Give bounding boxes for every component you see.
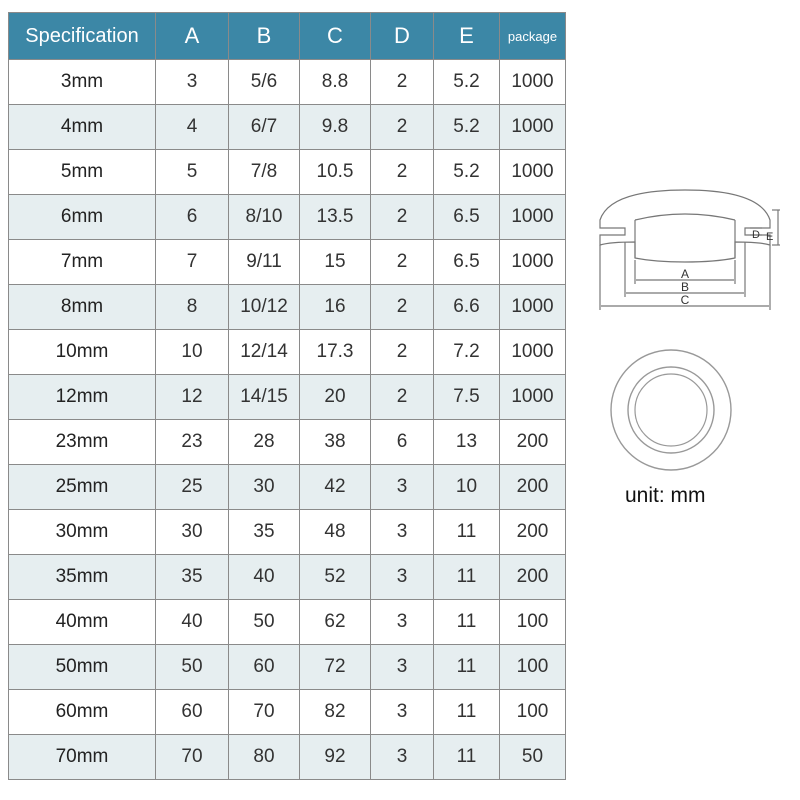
cell-package: 50: [500, 735, 566, 780]
cell-c: 9.8: [300, 105, 371, 150]
cell-c: 82: [300, 690, 371, 735]
cell-b: 7/8: [229, 150, 300, 195]
cell-spec: 7mm: [9, 240, 156, 285]
cell-spec: 3mm: [9, 60, 156, 105]
cell-spec: 30mm: [9, 510, 156, 555]
table-row: [9, 465, 566, 510]
cell-package: 200: [500, 555, 566, 600]
cell-package: 100: [500, 690, 566, 735]
cell-e: 11: [434, 510, 500, 555]
cell-c: 20: [300, 375, 371, 420]
cell-package: 1000: [500, 375, 566, 420]
cell-e: 5.2: [434, 60, 500, 105]
header-a: A: [156, 13, 229, 60]
cell-package: 200: [500, 420, 566, 465]
table-row: [9, 420, 566, 465]
cell-package: 1000: [500, 240, 566, 285]
cell-e: 7.2: [434, 330, 500, 375]
cell-d: 6: [371, 420, 434, 465]
dim-label-e: E: [766, 231, 774, 243]
cell-b: 50: [229, 600, 300, 645]
cell-b: 30: [229, 465, 300, 510]
cell-d: 2: [371, 195, 434, 240]
table-row: [9, 375, 566, 420]
cell-spec: 10mm: [9, 330, 156, 375]
table-row: [9, 510, 566, 555]
cell-a: 4: [156, 105, 229, 150]
cell-d: 3: [371, 510, 434, 555]
cell-e: 11: [434, 645, 500, 690]
cell-b: 70: [229, 690, 300, 735]
dim-label-a: A: [680, 267, 690, 281]
cell-package: 1000: [500, 285, 566, 330]
cell-a: 35: [156, 555, 229, 600]
cell-a: 60: [156, 690, 229, 735]
cell-d: 2: [371, 240, 434, 285]
header-c: C: [300, 13, 371, 60]
cell-a: 70: [156, 735, 229, 780]
header-package: package: [500, 13, 566, 60]
unit-label: unit: mm: [625, 484, 706, 507]
cell-a: 23: [156, 420, 229, 465]
cell-b: 60: [229, 645, 300, 690]
cell-e: 10: [434, 465, 500, 510]
cell-c: 13.5: [300, 195, 371, 240]
cell-spec: 23mm: [9, 420, 156, 465]
grommet-top-view-diagram: [606, 345, 736, 475]
cell-a: 25: [156, 465, 229, 510]
cell-package: 1000: [500, 195, 566, 240]
cell-e: 7.5: [434, 375, 500, 420]
cell-b: 6/7: [229, 105, 300, 150]
cell-d: 2: [371, 375, 434, 420]
table-row: [9, 555, 566, 600]
cell-c: 17.3: [300, 330, 371, 375]
cell-package: 1000: [500, 330, 566, 375]
cell-d: 2: [371, 60, 434, 105]
cell-b: 28: [229, 420, 300, 465]
dim-label-b: B: [680, 280, 690, 294]
cell-spec: 6mm: [9, 195, 156, 240]
cell-d: 2: [371, 105, 434, 150]
cell-a: 12: [156, 375, 229, 420]
cell-c: 72: [300, 645, 371, 690]
cell-e: 13: [434, 420, 500, 465]
cell-b: 14/15: [229, 375, 300, 420]
table-row: [9, 645, 566, 690]
cell-b: 5/6: [229, 60, 300, 105]
cell-spec: 8mm: [9, 285, 156, 330]
cell-spec: 5mm: [9, 150, 156, 195]
grommet-side-view-diagram: [590, 180, 780, 330]
cell-b: 12/14: [229, 330, 300, 375]
cell-spec: 12mm: [9, 375, 156, 420]
cell-package: 1000: [500, 60, 566, 105]
cell-b: 35: [229, 510, 300, 555]
header-e: E: [434, 13, 500, 60]
cell-e: 5.2: [434, 105, 500, 150]
cell-b: 9/11: [229, 240, 300, 285]
header-specification: Specification: [9, 13, 156, 60]
table-row: [9, 240, 566, 285]
cell-d: 2: [371, 285, 434, 330]
table-row: [9, 690, 566, 735]
cell-b: 8/10: [229, 195, 300, 240]
cell-a: 6: [156, 195, 229, 240]
cell-e: 6.6: [434, 285, 500, 330]
cell-d: 3: [371, 600, 434, 645]
cell-spec: 50mm: [9, 645, 156, 690]
cell-a: 10: [156, 330, 229, 375]
cell-e: 11: [434, 735, 500, 780]
table-row: [9, 195, 566, 240]
cell-c: 38: [300, 420, 371, 465]
cell-d: 3: [371, 465, 434, 510]
cell-c: 10.5: [300, 150, 371, 195]
cell-c: 15: [300, 240, 371, 285]
cell-c: 62: [300, 600, 371, 645]
header-d: D: [371, 13, 434, 60]
table-row: [9, 330, 566, 375]
cell-e: 6.5: [434, 240, 500, 285]
cell-c: 16: [300, 285, 371, 330]
cell-d: 2: [371, 330, 434, 375]
cell-spec: 70mm: [9, 735, 156, 780]
cell-d: 2: [371, 150, 434, 195]
cell-spec: 40mm: [9, 600, 156, 645]
cell-a: 40: [156, 600, 229, 645]
cell-spec: 4mm: [9, 105, 156, 150]
cell-package: 200: [500, 510, 566, 555]
cell-spec: 35mm: [9, 555, 156, 600]
cell-b: 40: [229, 555, 300, 600]
cell-e: 11: [434, 690, 500, 735]
cell-c: 48: [300, 510, 371, 555]
table-header-row: [9, 13, 566, 60]
specification-table: [8, 12, 566, 780]
cell-package: 100: [500, 645, 566, 690]
cell-d: 3: [371, 690, 434, 735]
cell-a: 7: [156, 240, 229, 285]
cell-c: 92: [300, 735, 371, 780]
cell-package: 1000: [500, 105, 566, 150]
cell-package: 200: [500, 465, 566, 510]
cell-a: 8: [156, 285, 229, 330]
cell-e: 6.5: [434, 195, 500, 240]
dim-label-d: D: [752, 229, 760, 241]
cell-e: 11: [434, 600, 500, 645]
table-row: [9, 150, 566, 195]
cell-c: 42: [300, 465, 371, 510]
cell-a: 50: [156, 645, 229, 690]
table-row: [9, 600, 566, 645]
cell-e: 5.2: [434, 150, 500, 195]
cell-d: 3: [371, 555, 434, 600]
cell-package: 1000: [500, 150, 566, 195]
header-b: B: [229, 13, 300, 60]
table-body: [9, 60, 566, 780]
cell-a: 30: [156, 510, 229, 555]
cell-spec: 25mm: [9, 465, 156, 510]
cell-spec: 60mm: [9, 690, 156, 735]
cell-e: 11: [434, 555, 500, 600]
table-row: [9, 60, 566, 105]
cell-a: 3: [156, 60, 229, 105]
table-row: [9, 735, 566, 780]
cell-d: 3: [371, 645, 434, 690]
table-row: [9, 105, 566, 150]
cell-b: 80: [229, 735, 300, 780]
dim-label-c: C: [680, 293, 690, 307]
cell-d: 3: [371, 735, 434, 780]
cell-package: 100: [500, 600, 566, 645]
table-row: [9, 285, 566, 330]
cell-a: 5: [156, 150, 229, 195]
cell-b: 10/12: [229, 285, 300, 330]
cell-c: 8.8: [300, 60, 371, 105]
cell-c: 52: [300, 555, 371, 600]
